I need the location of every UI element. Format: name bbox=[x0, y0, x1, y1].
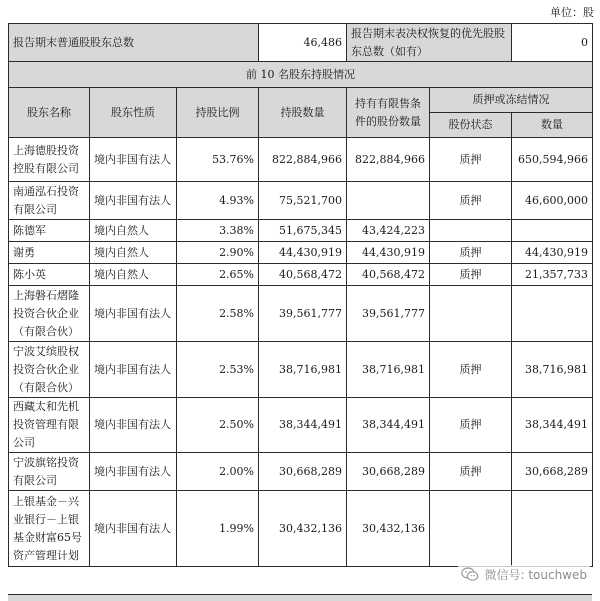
shareholder-nature: 境内非国有法人 bbox=[90, 398, 177, 453]
restricted-quantity: 43,424,223 bbox=[347, 220, 430, 242]
table-row bbox=[9, 242, 593, 264]
shareholder-nature: 境内非国有法人 bbox=[90, 491, 177, 567]
holding-quantity: 30,668,289 bbox=[259, 453, 347, 491]
watermark-text: 微信号: touchweb bbox=[484, 568, 587, 582]
restricted-quantity: 30,432,136 bbox=[347, 491, 430, 567]
pledge-status bbox=[430, 491, 512, 567]
common-holders-value: 46,486 bbox=[259, 24, 347, 62]
shareholder-name: 南通泓石投资有限公司 bbox=[9, 182, 90, 220]
header-pledge-qty: 数量 bbox=[512, 113, 593, 138]
holding-ratio: 2.50% bbox=[177, 398, 259, 453]
pledge-status: 质押 bbox=[430, 242, 512, 264]
shareholder-name: 西藏太和先机投资管理有限公司 bbox=[9, 398, 90, 453]
holding-quantity: 44,430,919 bbox=[259, 242, 347, 264]
header-quantity: 持股数量 bbox=[259, 88, 347, 138]
shareholder-name: 上银基金－兴业银行－上银基金财富65号资产管理计划 bbox=[9, 491, 90, 567]
pledge-status bbox=[430, 286, 512, 342]
shareholder-nature: 境内非国有法人 bbox=[90, 182, 177, 220]
shareholder-name: 陈德军 bbox=[9, 220, 90, 242]
holding-ratio: 2.53% bbox=[177, 342, 259, 398]
holding-ratio: 4.93% bbox=[177, 182, 259, 220]
restricted-quantity: 39,561,777 bbox=[347, 286, 430, 342]
table-row bbox=[9, 138, 593, 182]
pledge-quantity bbox=[512, 220, 593, 242]
pledge-quantity: 38,344,491 bbox=[512, 398, 593, 453]
watermark bbox=[458, 565, 590, 584]
holding-quantity: 38,344,491 bbox=[259, 398, 347, 453]
holding-ratio: 53.76% bbox=[177, 138, 259, 182]
holding-quantity: 51,675,345 bbox=[259, 220, 347, 242]
section-title-row bbox=[9, 62, 593, 88]
holding-ratio: 2.58% bbox=[177, 286, 259, 342]
pledge-quantity: 38,716,981 bbox=[512, 342, 593, 398]
header-row-1 bbox=[9, 88, 593, 113]
shareholder-nature: 境内非国有法人 bbox=[90, 138, 177, 182]
holding-quantity: 40,568,472 bbox=[259, 264, 347, 286]
header-restricted: 持有有限售条件的股份数量 bbox=[347, 88, 430, 138]
shareholder-nature: 境内非国有法人 bbox=[90, 453, 177, 491]
header-nature: 股东性质 bbox=[90, 88, 177, 138]
table-row bbox=[9, 220, 593, 242]
shareholder-table bbox=[8, 23, 593, 567]
restricted-quantity: 44,430,919 bbox=[347, 242, 430, 264]
pledge-status: 质押 bbox=[430, 182, 512, 220]
header-name: 股东名称 bbox=[9, 88, 90, 138]
table-row bbox=[9, 264, 593, 286]
table-row bbox=[9, 491, 593, 567]
restricted-quantity: 40,568,472 bbox=[347, 264, 430, 286]
pledge-status: 质押 bbox=[430, 398, 512, 453]
shareholder-nature: 境内非国有法人 bbox=[90, 342, 177, 398]
table-row bbox=[9, 398, 593, 453]
restricted-quantity: 822,884,966 bbox=[347, 138, 430, 182]
holding-quantity: 30,432,136 bbox=[259, 491, 347, 567]
header-ratio: 持股比例 bbox=[177, 88, 259, 138]
pledge-status: 质押 bbox=[430, 138, 512, 182]
table-row bbox=[9, 453, 593, 491]
restricted-quantity: 30,668,289 bbox=[347, 453, 430, 491]
pledge-status: 质押 bbox=[430, 453, 512, 491]
preferred-holders-value: 0 bbox=[512, 24, 593, 62]
shareholder-nature: 境内自然人 bbox=[90, 220, 177, 242]
shareholder-name: 陈小英 bbox=[9, 264, 90, 286]
pledge-quantity: 21,357,733 bbox=[512, 264, 593, 286]
header-pledge-group: 质押或冻结情况 bbox=[430, 88, 593, 113]
shareholder-nature: 境内自然人 bbox=[90, 242, 177, 264]
pledge-quantity bbox=[512, 491, 593, 567]
common-holders-label: 报告期末普通股股东总数 bbox=[9, 24, 259, 62]
summary-row bbox=[9, 24, 593, 62]
shareholder-name: 宁波艾缤股权投资合伙企业（有限合伙） bbox=[9, 342, 90, 398]
pledge-status: 质押 bbox=[430, 342, 512, 398]
pledge-quantity: 46,600,000 bbox=[512, 182, 593, 220]
holding-ratio: 1.99% bbox=[177, 491, 259, 567]
table-row bbox=[9, 342, 593, 398]
restricted-quantity: 38,344,491 bbox=[347, 398, 430, 453]
pledge-quantity bbox=[512, 286, 593, 342]
shareholder-nature: 境内非国有法人 bbox=[90, 286, 177, 342]
shareholder-name: 上海磐石熠隆投资合伙企业（有限合伙） bbox=[9, 286, 90, 342]
pledge-quantity: 650,594,966 bbox=[512, 138, 593, 182]
shareholder-name: 上海德股投资控股有限公司 bbox=[9, 138, 90, 182]
pledge-quantity: 44,430,919 bbox=[512, 242, 593, 264]
table-row bbox=[9, 182, 593, 220]
pledge-status: 质押 bbox=[430, 264, 512, 286]
pledge-status bbox=[430, 220, 512, 242]
holding-ratio: 2.00% bbox=[177, 453, 259, 491]
holding-quantity: 75,521,700 bbox=[259, 182, 347, 220]
unit-label: 单位：股 bbox=[550, 6, 594, 19]
preferred-holders-label: 报告期末表决权恢复的优先股股东总数（如有） bbox=[347, 24, 512, 62]
restricted-quantity bbox=[347, 182, 430, 220]
restricted-quantity: 38,716,981 bbox=[347, 342, 430, 398]
holding-ratio: 2.90% bbox=[177, 242, 259, 264]
header-pledge-status: 股份状态 bbox=[430, 113, 512, 138]
holding-ratio: 3.38% bbox=[177, 220, 259, 242]
holding-quantity: 39,561,777 bbox=[259, 286, 347, 342]
table-row bbox=[9, 286, 593, 342]
wechat-icon bbox=[461, 567, 479, 582]
holding-quantity: 822,884,966 bbox=[259, 138, 347, 182]
holding-ratio: 2.65% bbox=[177, 264, 259, 286]
shareholder-name: 谢勇 bbox=[9, 242, 90, 264]
shareholder-nature: 境内自然人 bbox=[90, 264, 177, 286]
pledge-quantity: 30,668,289 bbox=[512, 453, 593, 491]
section-title: 前 10 名股东持股情况 bbox=[9, 62, 593, 88]
holding-quantity: 38,716,981 bbox=[259, 342, 347, 398]
shareholder-name: 宁波旗铭投资有限公司 bbox=[9, 453, 90, 491]
